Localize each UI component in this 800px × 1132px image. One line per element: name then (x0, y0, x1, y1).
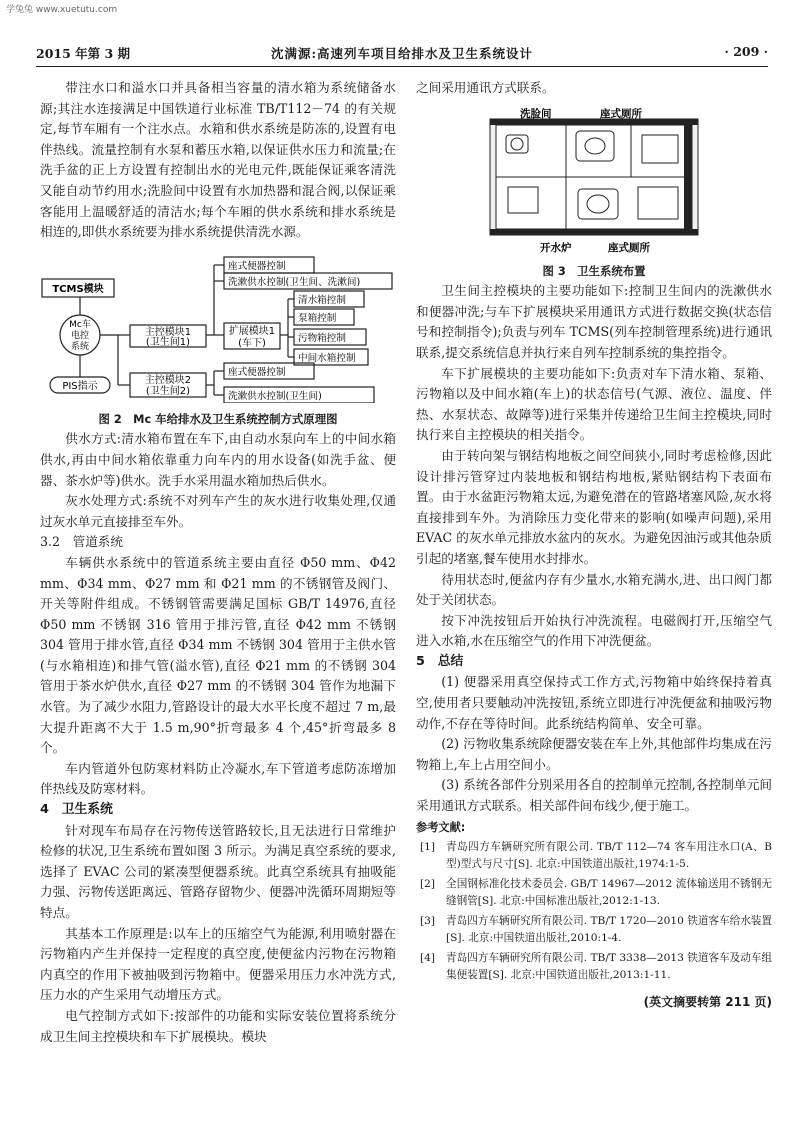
ext-label-2: (车下) (238, 337, 266, 349)
label-toilet-top: 座式厕所 (600, 107, 642, 120)
diagram-node: 座式便器控制 (228, 366, 286, 378)
reference-number: [2] (420, 877, 436, 890)
reference-item (416, 950, 772, 984)
diagram-node: 中间水箱控制 (298, 352, 356, 364)
diagram-node: 污物箱控制 (298, 332, 346, 344)
left-column (40, 78, 396, 1047)
paragraph: 带注水口和溢水口并具备相当容量的清水箱为系统储备水源;其注水连接满足中国铁道行业标准 TB/T112－74 的有关规定,每节车厢有一个注水点。水箱和供水系统是防冻的,设置有电伴热线。流量控制有水泵和蓄压水箱,以保证供水压力和流量;在洗手盆的正上方设置有控制出水的光电元件,既能保证乘客清洗又能自动节约用水;洗脸间中设置有水加热器和混合阀,以保证乘客能用上温暖舒适的清洁水;每个车厢的供水系统和排水系统是相连的,即供水系统要为排水系统提供清洗水源。 (40, 80, 396, 240)
figure-3-caption: 图 3 卫生系统布置 (542, 264, 646, 279)
mc-label-3: 系统 (70, 341, 90, 352)
paragraph: 由于转向架与钢结构地板之间空间狭小,同时考虑检修,因此设计排污管穿过内装地板和钢结构地板,紧贴钢结构下表面布置。由于水盆距污物箱太远,为避免潜在的管路堵塞风险,灰水将直接排到车外。为消除压力变化带来的影响(如噪声问题),采用 EVAC 的灰水单元排放水盆内的灰水。为避免因油污或其他杂质引起的堵塞,餐车使用水封排水。 (416, 447, 772, 566)
paragraph: (3) 系统各部件分别采用各自的控制单元控制,各控制单元间采用通讯方式联系。相关部件间布线少,便于施工。 (416, 777, 772, 814)
paragraph: (2) 污物收集系统除便器安装在车上外,其他部件均集成在污物箱上,车上占用空间小。 (416, 736, 772, 772)
section-4-heading: 4 卫生系统 (40, 802, 113, 818)
watermark: 学兔兔 www.xuetutu.com (6, 5, 118, 15)
label-boiler: 开水炉 (540, 241, 572, 254)
main1-label-1: 主控模块1 (144, 326, 192, 338)
reference-number: [3] (420, 914, 436, 927)
diagram-node: 洗漱供水控制(卫生间) (228, 390, 322, 402)
references (416, 819, 772, 1011)
control-diagram (40, 253, 396, 403)
mc-label-2: 电控 (70, 330, 90, 341)
tcms-label: TCMS模块 (52, 283, 104, 295)
figure-2 (40, 253, 396, 430)
right-column (416, 78, 772, 1011)
issue-label: 2015 年第 3 期 (36, 46, 131, 61)
reference-text: 青岛四方车辆研究所有限公司. TB/T 3338—2013 铁道客车及动车组集便装置[S]. 北京:中国铁道出版社,2013:1-11. (446, 951, 772, 981)
main1-label-2: (卫生间1) (145, 336, 191, 348)
paragraph: 电气控制方式如下:按部件的功能和实际安装位置将系统分成卫生间主控模块和车下扩展模块。模块 (40, 1007, 396, 1044)
reference-text: 全国钢标准化技术委员会. GB/T 14967—2012 流体输送用不锈钢无缝钢管[S]. 北京:中国标准出版社,2012:1-13. (446, 877, 772, 907)
reference-number: [4] (420, 951, 436, 964)
paragraph: 之间采用通讯方式联系。 (416, 80, 555, 95)
figure-2-caption: 图 2 Mc 车给排水及卫生系统控制方式原理图 (98, 412, 338, 427)
page-number: · 209 · (724, 44, 768, 59)
references-title: 参考文献: (416, 820, 466, 834)
reference-item (416, 839, 772, 873)
toilet-layout-drawing (416, 105, 772, 255)
ext-label-1: 扩展模块1 (228, 325, 276, 337)
reference-number: [1] (420, 840, 436, 853)
reference-text: 青岛四方车辆研究所有限公司. TB/T 1720—2010 铁道客车给水装置[S]. 北京:中国铁道出版社,2010:1-4. (446, 914, 772, 944)
main2-label-2: (卫生间2) (145, 385, 191, 397)
diagram-node: 洗漱供水控制(卫生间、洗漱间) (228, 276, 361, 288)
paragraph: 车辆供水系统中的管道系统主要由直径 Φ50 mm、Φ42 mm、Φ34 mm、Φ27 mm 和 Φ21 mm 的不锈钢管及阀门、开关等附件组成。不锈钢管需要满足国标 GB/T 14976,直径 Φ50 mm 不锈钢 316 管用于排污管,直径 Φ42 mm 不锈钢 304 管用于排水管,直径 Φ34 mm 不锈钢 304 管用于主供水管(与水箱相连)和排气管(溢水管),直径 Φ21 mm 的不锈钢 304 管用于茶水炉供水,直径 Φ27 mm 的不锈钢 304 管作为地漏下水管。为了减少水阻力,管路设计的最大水平长度不超过 7 m,最大提升距离不大于 1.5 m,90°折弯最多 4 个,45°折弯最多 8 个。 (40, 554, 396, 756)
continued-note: (英文摘要转第 211 页) (643, 994, 772, 1009)
running-title: 沈满源:高速列车项目给排水及卫生系统设计 (270, 46, 534, 61)
diagram-node: 座式便器控制 (228, 260, 286, 272)
reference-text: 青岛四方车辆研究所有限公司. TB/T 112—74 客车用注水口(A、B型)型式与尺寸[S]. 北京:中国铁道出版社,1974:1-5. (446, 840, 772, 870)
header-rule (36, 66, 768, 67)
paragraph: 车下扩展模块的主要功能如下:负责对车下清水箱、泵箱、污物箱以及中间水箱(车上)的状态信号(气源、液位、温度、伴热、水泵状态、故障等)进行采集并传递给卫生间主控模块,同时执行来自主控模块的相关指令。 (416, 365, 772, 443)
paragraph: 车内管道外包防寒材料防止冷凝水,车下管道考虑防冻增加伴热线及防寒材料。 (40, 760, 396, 797)
reference-item (416, 913, 772, 947)
main2-label-1: 主控模块2 (144, 374, 192, 386)
diagram-node: 泵箱控制 (298, 312, 337, 324)
section-5-heading: 5 总结 (416, 653, 464, 669)
label-toilet-bottom: 座式厕所 (608, 241, 650, 254)
figure-3 (416, 105, 772, 282)
running-header (36, 44, 768, 64)
pis-label: PIS指示 (62, 380, 98, 392)
paragraph: (1) 便器采用真空保持式工作方式,污物箱中始终保持着真空,使用者只要触动冲洗按钮,系统立即进行冲洗便盆和抽吸污物动作,不存在等待时间。此系统结构简单、安全可靠。 (416, 674, 772, 731)
paragraph: 卫生间主控模块的主要功能如下:控制卫生间内的洗漱供水和便器冲洗;与车下扩展模块采用通讯方式进行数据交换(状态信号和控制指令);负责与列车 TCMS(列车控制管理系统)进行通讯联系,提交系统信息并执行来自列车控制系统的集控指令。 (416, 283, 772, 360)
diagram-node: 清水箱控制 (298, 294, 346, 306)
section-3-2-heading: 3.2 管道系统 (40, 534, 123, 550)
paragraph: 供水方式:清水箱布置在车下,由自动水泵向车上的中间水箱供水,再由中间水箱依靠重力向车内的用水设备(如洗手盆、便器、茶水炉等)供水。洗手水采用温水箱加热后供水。 (40, 431, 396, 488)
paragraph: 其基本工作原理是:以车上的压缩空气为能源,利用喷射器在污物箱内产生并保持一定程度的真空度,使便盆内污物在污物箱内真空的作用下被抽吸到污物箱中。便器采用压力水冲洗方式,压力水的产生采用气动增压方式。 (40, 925, 396, 1003)
mc-label-1: Mc车 (69, 319, 91, 330)
paragraph: 灰水处理方式:系统不对列车产生的灰水进行收集处理,仅通过灰水单元直接排至车外。 (40, 493, 396, 529)
paragraph: 按下冲洗按钮后开始执行冲洗流程。电磁阀打开,压缩空气进入水箱,水在压缩空气的作用下冲洗便盆。 (416, 612, 772, 649)
paragraph: 待用状态时,便盆内存有少量水,水箱充满水,进、出口阀门都处于关闭状态。 (416, 571, 772, 608)
paragraph: 针对现车布局存在污物传送管路较长,且无法进行日常维护检修的状况,卫生系统布置如图 3 所示。为满足真空系统的要求,选择了 EVAC 公司的紧凑型便器系统。此真空系统具有抽吸能力强、污物传送距离远、管路存留物少、便器冲洗循环周期短等特点。 (40, 822, 396, 920)
reference-item (416, 876, 772, 910)
label-washroom: 洗脸间 (520, 107, 552, 120)
